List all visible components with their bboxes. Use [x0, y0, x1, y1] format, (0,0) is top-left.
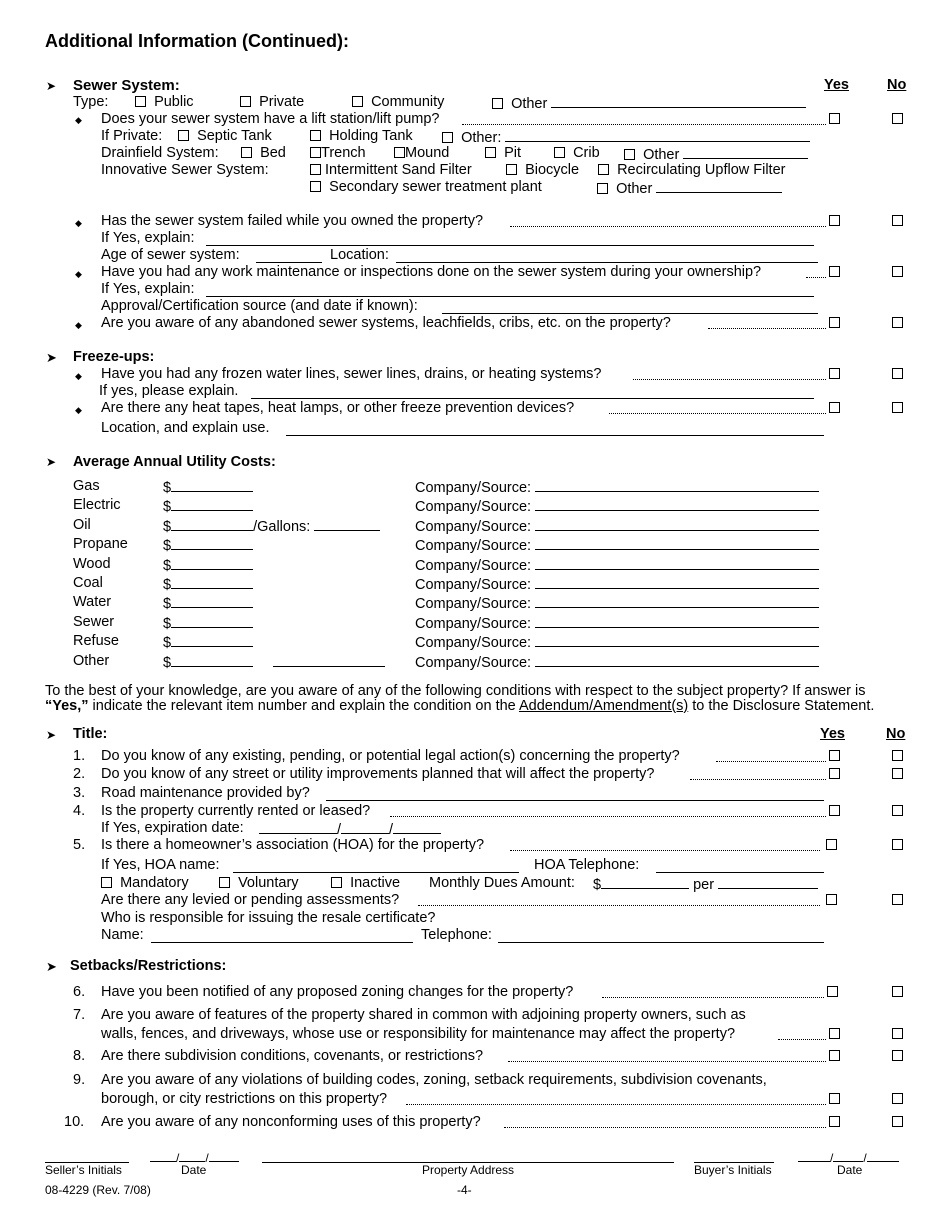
maintenance-no-checkbox[interactable]	[892, 266, 903, 277]
resale-name-label: Name:	[101, 927, 144, 943]
company-source-field[interactable]: Company/Source:	[415, 575, 819, 594]
age-label: Age of sewer system:	[101, 247, 240, 263]
diamond-bullet-icon: ◆	[75, 320, 82, 330]
q9-no-checkbox[interactable]	[892, 1093, 903, 1104]
utility-item-label: Wood	[73, 555, 111, 572]
checkbox[interactable]	[394, 147, 405, 158]
diamond-bullet-icon: ◆	[75, 115, 82, 125]
question-levied: Are there any levied or pending assessments?	[101, 892, 400, 908]
frozen-explain-field[interactable]	[251, 398, 814, 399]
location-field[interactable]	[396, 262, 818, 263]
maintenance-yes-checkbox[interactable]	[829, 266, 840, 277]
utility-header: Average Annual Utility Costs:	[73, 454, 276, 470]
dot-leader	[510, 850, 820, 851]
dot-leader	[508, 1061, 826, 1062]
failed-explain-label: If Yes, explain:	[101, 230, 195, 246]
arrow-bullet-icon: ➤	[46, 959, 57, 974]
title4-yes-checkbox[interactable]	[829, 805, 840, 816]
diamond-bullet-icon: ◆	[75, 371, 82, 381]
failed-no-checkbox[interactable]	[892, 215, 903, 226]
arrow-bullet-icon: ➤	[46, 350, 57, 365]
form-number: 08-4229 (Rev. 7/08)	[45, 1183, 151, 1197]
utility-cost-field[interactable]: $	[163, 575, 253, 594]
checkbox[interactable]	[178, 130, 189, 141]
hoa-mandatory[interactable]: Mandatory	[101, 875, 189, 892]
setbacks-item-number: 10.	[64, 1114, 85, 1130]
dot-leader	[504, 1127, 826, 1128]
sewer-type-private[interactable]: Private	[240, 94, 304, 111]
dot-leader	[716, 761, 826, 762]
levied-no-checkbox[interactable]	[892, 894, 903, 905]
question-maintenance: Have you had any work maintenance or inspections done on the sewer system during your ownership?	[101, 264, 762, 280]
utility-cost-field[interactable]: $	[163, 633, 253, 652]
sewer-header: Sewer System:	[73, 77, 180, 94]
title-item-number: 4.	[73, 803, 86, 819]
checkbox[interactable]	[310, 181, 321, 192]
utility-item-label: Electric	[73, 497, 121, 514]
drainfield-trench[interactable]: Trench	[310, 145, 366, 162]
company-source-field[interactable]: Company/Source:	[415, 536, 819, 555]
diamond-bullet-icon: ◆	[75, 269, 82, 279]
checkbox[interactable]	[135, 96, 146, 107]
checkbox[interactable]	[624, 149, 635, 160]
abandoned-no-checkbox[interactable]	[892, 317, 903, 328]
approval-field[interactable]	[442, 313, 818, 314]
checkbox[interactable]	[442, 132, 453, 143]
title-question-5: Is there a homeowner’s association (HOA) for the property?	[101, 837, 485, 853]
lift-yes-checkbox[interactable]	[829, 113, 840, 124]
setbacks-question-10: Are you aware of any nonconforming uses of this property?	[101, 1114, 481, 1130]
q6-no-checkbox[interactable]	[892, 986, 903, 997]
utility-cost-field[interactable]: $	[163, 536, 253, 555]
company-source-field[interactable]: Company/Source:	[415, 594, 819, 613]
title-item-number: 1.	[73, 748, 86, 764]
heat-location-label: Location, and explain use.	[101, 420, 270, 436]
innovative-upflow-filter[interactable]: Recirculating Upflow Filter	[598, 162, 785, 179]
property-address-label: Property Address	[422, 1163, 515, 1177]
setbacks-item-number: 8.	[73, 1048, 86, 1064]
maintenance-explain-label: If Yes, explain:	[101, 281, 195, 297]
arrow-bullet-icon: ➤	[46, 728, 57, 742]
setbacks-item-number: 7.	[73, 1007, 86, 1023]
buyer-date-field[interactable]: / /	[798, 1148, 899, 1167]
title-item-number: 3.	[73, 785, 86, 801]
title-question-1: Do you know of any existing, pending, or potential legal action(s) concerning the property?	[101, 748, 680, 764]
page-number: -4-	[457, 1183, 472, 1197]
intro-line-2: “Yes,” indicate the relevant item number and explain the condition on the Addendum/Amendment(s) to the Disclosure Statement.	[45, 698, 875, 714]
utility-item-label: Sewer	[73, 613, 115, 630]
resale-question: Who is responsible for issuing the resale certificate?	[101, 910, 436, 926]
dot-leader	[602, 997, 824, 998]
gallons-label: /Gallons:	[253, 518, 311, 535]
company-source-field[interactable]: Company/Source:	[415, 517, 819, 536]
drainfield-crib[interactable]: Crib	[554, 145, 600, 162]
innovative-biocycle[interactable]: Biocycle	[506, 162, 579, 179]
sewer-other-field[interactable]	[551, 94, 806, 108]
approval-label: Approval/Certification source (and date if known):	[101, 298, 418, 314]
dot-leader	[690, 779, 826, 780]
utility-item-label: Water	[73, 594, 112, 611]
location-label: Location:	[330, 247, 389, 263]
q8-yes-checkbox[interactable]	[829, 1050, 840, 1061]
question-lift-station: Does your sewer system have a lift station/lift pump?	[101, 111, 440, 127]
other-utility-name-field	[273, 653, 385, 667]
private-septic-tank[interactable]: Septic Tank	[178, 128, 272, 145]
arrow-bullet-icon: ➤	[46, 455, 57, 469]
utility-cost-field[interactable]: $	[163, 614, 253, 633]
page-title: Additional Information (Continued):	[45, 31, 349, 51]
diamond-bullet-icon: ◆	[75, 218, 82, 228]
if-private-label: If Private:	[101, 128, 163, 144]
buyer-initials-label: Buyer’s Initials	[694, 1163, 772, 1177]
monthly-dues-label: Monthly Dues Amount:	[429, 875, 575, 891]
title-question-2: Do you know of any street or utility improvements planned that will affect the property?	[101, 766, 655, 782]
utility-item-label: Propane	[73, 536, 128, 553]
q10-yes-checkbox[interactable]	[829, 1116, 840, 1127]
dot-leader	[609, 413, 826, 414]
checkbox[interactable]	[310, 147, 321, 158]
heat-location-field[interactable]	[286, 435, 824, 436]
no-column-header: No	[887, 77, 907, 93]
dot-leader	[406, 1104, 826, 1105]
frozen-no-checkbox[interactable]	[892, 368, 903, 379]
q10-no-checkbox[interactable]	[892, 1116, 903, 1127]
title1-yes-checkbox[interactable]	[829, 750, 840, 761]
innovative-label: Innovative Sewer System:	[101, 162, 269, 178]
dot-leader	[708, 328, 826, 329]
hoa-voluntary[interactable]: Voluntary	[219, 875, 299, 892]
maintenance-explain-field[interactable]	[206, 296, 814, 297]
checkbox[interactable]	[598, 164, 609, 175]
sewer-type-label: Type:	[73, 94, 109, 110]
company-source-field[interactable]: Company/Source:	[415, 556, 819, 575]
gallons-field	[314, 517, 380, 531]
setbacks-item-number: 9.	[73, 1072, 86, 1088]
setbacks-question-8: Are there subdivision conditions, covenants, or restrictions?	[101, 1048, 484, 1064]
dot-leader	[510, 226, 826, 227]
checkbox[interactable]	[554, 147, 565, 158]
setbacks-question-6: Have you been notified of any proposed zoning changes for the property?	[101, 984, 574, 1000]
company-source-field[interactable]: Company/Source:	[415, 478, 819, 497]
seller-date-label: Date	[181, 1163, 207, 1177]
question-sewer-failed: Has the sewer system failed while you owned the property?	[101, 213, 484, 229]
checkbox[interactable]	[485, 147, 496, 158]
checkbox[interactable]	[101, 877, 112, 888]
checkbox[interactable]	[310, 130, 321, 141]
question-heat-tapes: Are there any heat tapes, heat lamps, or other freeze prevention devices?	[101, 400, 575, 416]
hoa-inactive[interactable]: Inactive	[331, 875, 400, 892]
setbacks-item-number: 6.	[73, 984, 86, 1000]
expiration-date-field[interactable]: / /	[259, 820, 441, 839]
seller-initials-label: Seller’s Initials	[45, 1163, 122, 1177]
dot-leader	[806, 277, 826, 278]
frozen-yes-checkbox[interactable]	[829, 368, 840, 379]
hoa-telephone-label: HOA Telephone:	[534, 857, 640, 873]
utility-item-label: Other	[73, 652, 110, 669]
title2-no-checkbox[interactable]	[892, 768, 903, 779]
yes-column-header: Yes	[820, 726, 845, 742]
dot-leader	[778, 1039, 826, 1040]
sewer-type-public[interactable]: Public	[135, 94, 194, 111]
sewer-type-community[interactable]: Community	[352, 94, 444, 111]
company-source-field[interactable]: Company/Source:	[415, 497, 819, 516]
checkbox[interactable]	[241, 147, 252, 158]
monthly-dues-field[interactable]: $ per	[593, 875, 818, 894]
utility-cost-field[interactable]: $	[163, 594, 253, 613]
abandoned-yes-checkbox[interactable]	[829, 317, 840, 328]
drainfield-other[interactable]: Other	[624, 145, 808, 164]
innovative-secondary-plant[interactable]: Secondary sewer treatment plant	[310, 179, 542, 196]
checkbox[interactable]	[492, 98, 503, 109]
utility-item-label: Refuse	[73, 633, 119, 650]
levied-yes-checkbox[interactable]	[826, 894, 837, 905]
utility-item-label: Coal	[73, 575, 103, 591]
intro-line-1: To the best of your knowledge, are you aware of any of the following conditions with respect to the subject property? If answer is	[45, 683, 866, 699]
private-other[interactable]: Other:	[442, 128, 810, 147]
company-source-field[interactable]: Company/Source:	[415, 633, 819, 652]
setbacks-question-9: Are you aware of any violations of building codes, zoning, setback requirements, subdivision covenants,	[101, 1072, 767, 1088]
checkbox[interactable]	[310, 164, 321, 175]
dot-leader	[462, 124, 826, 125]
hoa-name-field[interactable]	[233, 872, 519, 873]
title5-no-checkbox[interactable]	[892, 839, 903, 850]
title-question-4: Is the property currently rented or leased?	[101, 803, 371, 819]
drainfield-mound[interactable]: Mound	[394, 145, 449, 162]
drainfield-pit[interactable]: Pit	[485, 145, 521, 162]
addendum-link[interactable]: Addendum/Amendment(s)	[518, 698, 689, 714]
road-maintenance-field[interactable]	[326, 800, 824, 801]
q6-yes-checkbox[interactable]	[827, 986, 838, 997]
utility-cost-field[interactable]: $ /Gallons:	[163, 517, 380, 536]
setbacks-question-7: Are you aware of features of the property shared in common with adjoining property owners, such as	[101, 1007, 746, 1023]
company-source-field[interactable]: Company/Source:	[415, 614, 819, 633]
freeze-header: Freeze-ups:	[73, 349, 155, 365]
utility-cost-field[interactable]: $	[163, 497, 253, 516]
checkbox[interactable]	[506, 164, 517, 175]
checkbox[interactable]	[331, 877, 342, 888]
failed-yes-checkbox[interactable]	[829, 215, 840, 226]
arrow-bullet-icon: ➤	[46, 79, 57, 93]
title-question-3: Road maintenance provided by?	[101, 785, 310, 801]
question-frozen: Have you had any frozen water lines, sewer lines, drains, or heating systems?	[101, 366, 602, 382]
private-holding-tank[interactable]: Holding Tank	[310, 128, 413, 145]
heat-no-checkbox[interactable]	[892, 402, 903, 413]
resale-telephone-field[interactable]	[498, 942, 824, 943]
q9-yes-checkbox[interactable]	[829, 1093, 840, 1104]
utility-item-label: Oil	[73, 516, 91, 533]
resale-telephone-label: Telephone:	[421, 927, 492, 943]
utility-item-label: Gas	[73, 478, 100, 494]
title-section-header: Title:	[73, 726, 108, 742]
innovative-sand-filter[interactable]: Intermittent Sand Filter	[310, 162, 472, 179]
title1-no-checkbox[interactable]	[892, 750, 903, 761]
title5-yes-checkbox[interactable]	[826, 839, 837, 850]
title-item-number: 5.	[73, 837, 86, 853]
utility-cost-field[interactable]: $	[163, 653, 385, 672]
drainfield-other-field[interactable]	[683, 145, 808, 159]
setbacks-question-9-cont: borough, or city restrictions on this property?	[101, 1091, 388, 1107]
frozen-explain-label: If yes, please explain.	[99, 383, 239, 399]
q8-no-checkbox[interactable]	[892, 1050, 903, 1061]
expiration-date-label: If Yes, expiration date:	[101, 820, 244, 836]
dot-leader	[633, 379, 826, 380]
dot-leader	[418, 905, 820, 906]
checkbox[interactable]	[240, 96, 251, 107]
setbacks-question-7-cont: walls, fences, and driveways, whose use or responsibility for maintenance may affect the property?	[101, 1026, 736, 1042]
hoa-name-label: If Yes, HOA name:	[101, 857, 220, 873]
setbacks-header: Setbacks/Restrictions:	[70, 958, 227, 974]
company-source-field[interactable]: Company/Source:	[415, 653, 819, 672]
private-other-field[interactable]	[505, 128, 810, 142]
drainfield-bed[interactable]: Bed	[241, 145, 286, 162]
title-item-number: 2.	[73, 766, 86, 782]
dot-leader	[390, 816, 826, 817]
title2-yes-checkbox[interactable]	[829, 768, 840, 779]
drainfield-label: Drainfield System:	[101, 145, 219, 161]
sewer-type-other[interactable]: Other	[492, 94, 806, 113]
no-column-header: No	[886, 726, 906, 742]
innovative-other[interactable]: Other	[597, 179, 782, 198]
heat-yes-checkbox[interactable]	[829, 402, 840, 413]
checkbox[interactable]	[352, 96, 363, 107]
failed-explain-field[interactable]	[206, 245, 814, 246]
age-field[interactable]	[256, 262, 322, 263]
buyer-date-label: Date	[837, 1163, 863, 1177]
innovative-other-field[interactable]	[656, 179, 782, 193]
question-abandoned: Are you aware of any abandoned sewer systems, leachfields, cribs, etc. on the property?	[101, 315, 671, 331]
hoa-telephone-field[interactable]	[656, 872, 824, 873]
utility-cost-field[interactable]: $	[163, 478, 253, 497]
utility-cost-field[interactable]: $	[163, 556, 253, 575]
yes-column-header: Yes	[824, 77, 849, 93]
checkbox[interactable]	[597, 183, 608, 194]
seller-date-field[interactable]: / /	[150, 1148, 239, 1167]
q7-no-checkbox[interactable]	[892, 1028, 903, 1039]
resale-name-field[interactable]	[151, 942, 413, 943]
diamond-bullet-icon: ◆	[75, 405, 82, 415]
checkbox[interactable]	[219, 877, 230, 888]
q7-yes-checkbox[interactable]	[829, 1028, 840, 1039]
lift-no-checkbox[interactable]	[892, 113, 903, 124]
title4-no-checkbox[interactable]	[892, 805, 903, 816]
